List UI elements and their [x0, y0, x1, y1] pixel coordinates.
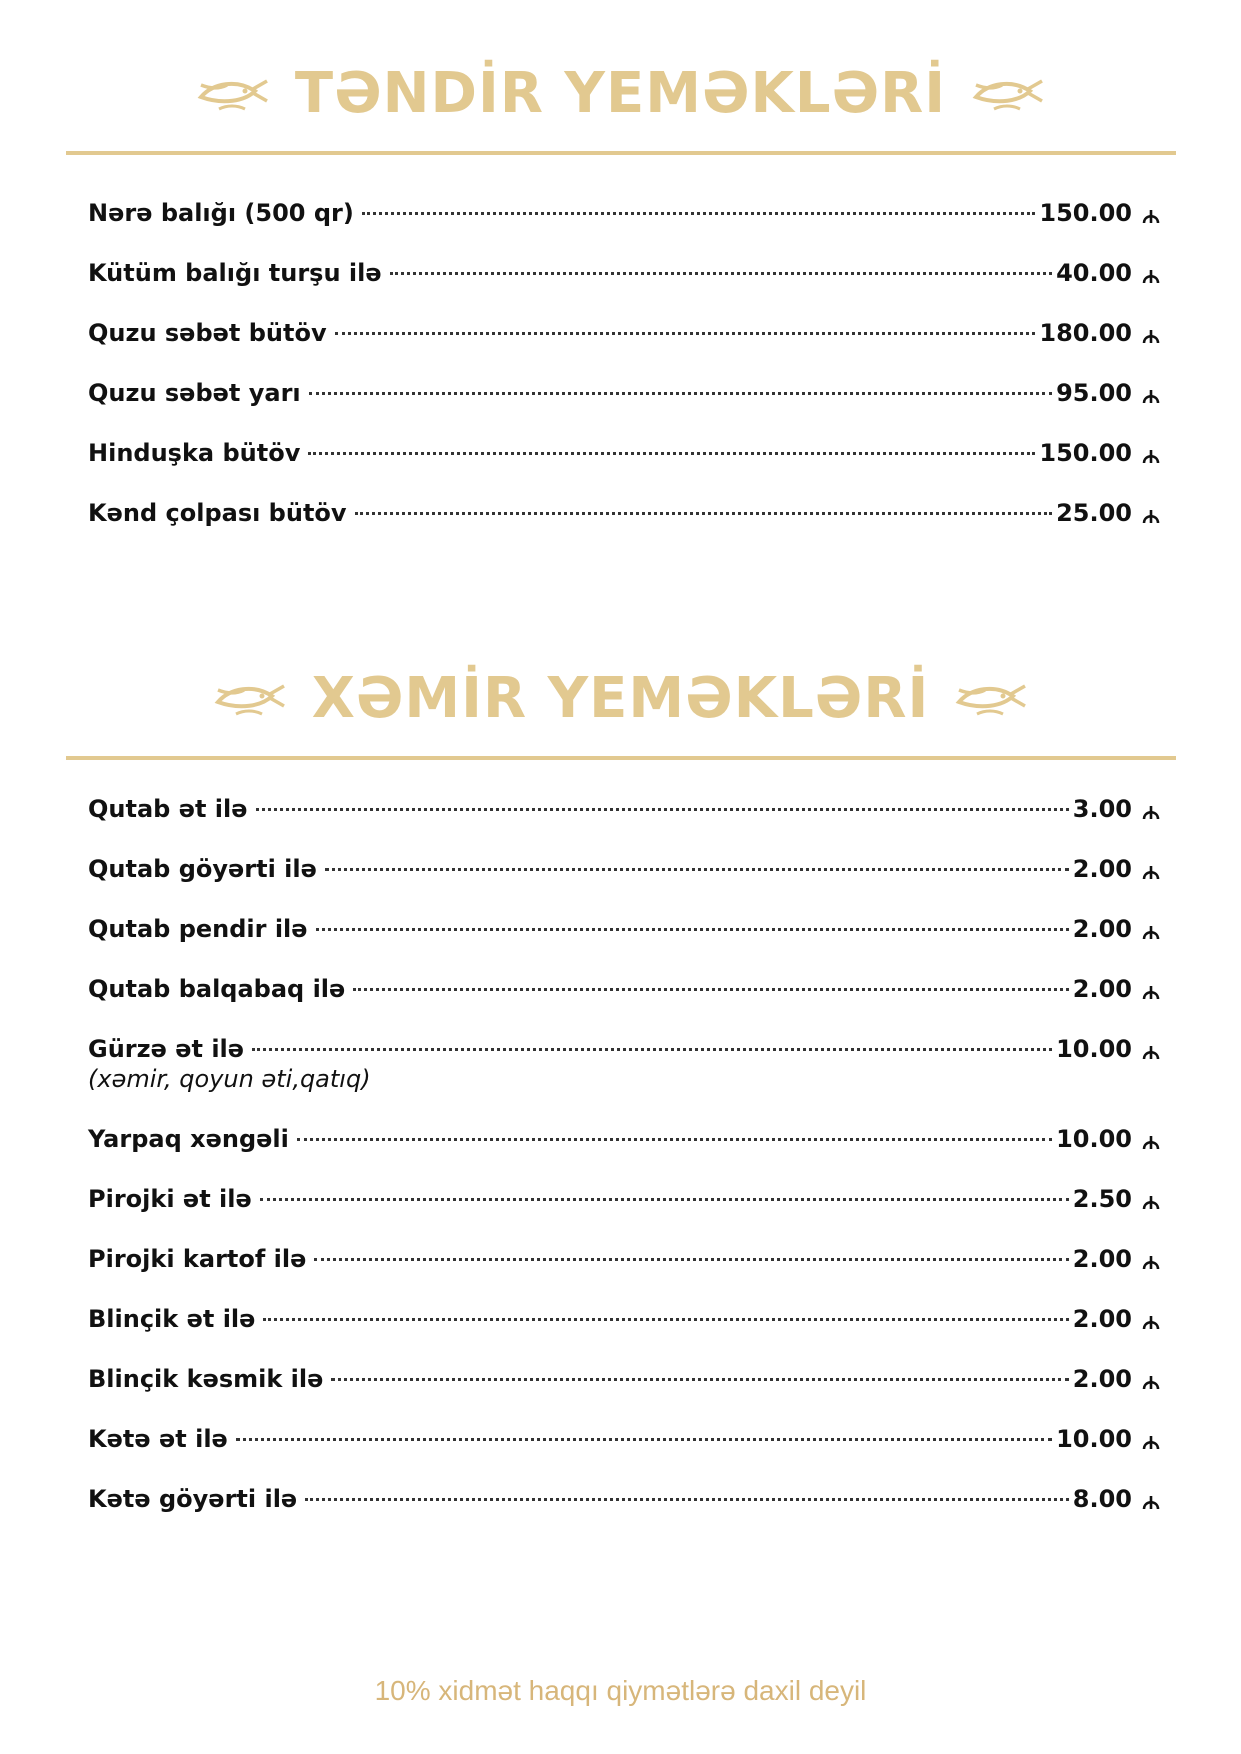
item-price: 2.50	[1072, 1185, 1132, 1213]
menu-item	[88, 378, 1160, 438]
menu-list-tandir	[88, 198, 1160, 558]
item-price: 10.00	[1056, 1425, 1132, 1453]
item-name: Kütüm balığı turşu ilə	[88, 259, 382, 287]
dot-leader	[236, 1438, 1052, 1441]
item-name: Qutab göyərti ilə	[88, 855, 317, 883]
item-name: Qutab ət ilə	[88, 795, 248, 823]
section-header-tandir	[0, 61, 1241, 126]
item-price: 150.00	[1039, 439, 1132, 467]
manat-icon	[1142, 1042, 1160, 1060]
section-divider	[66, 756, 1176, 760]
item-name: Nərə balığı (500 qr)	[88, 199, 354, 227]
manat-icon	[1142, 1192, 1160, 1210]
item-name: Qutab pendir ilə	[88, 915, 308, 943]
item-name: Qutab balqabaq ilə	[88, 975, 346, 1003]
dot-leader	[325, 868, 1069, 871]
item-name: Pirojki kartof ilə	[88, 1245, 307, 1273]
fish-icon	[197, 71, 269, 117]
menu-item	[88, 1184, 1160, 1244]
menu-item	[88, 498, 1160, 558]
menu-item	[88, 198, 1160, 258]
menu-item	[88, 1484, 1160, 1544]
menu-item	[88, 318, 1160, 378]
item-price: 25.00	[1056, 499, 1132, 527]
menu-item	[88, 1244, 1160, 1304]
menu-item	[88, 258, 1160, 318]
manat-icon	[1142, 326, 1160, 344]
item-name: Blinçik kəsmik ilə	[88, 1365, 324, 1393]
section-divider	[66, 151, 1176, 155]
item-price: 180.00	[1039, 319, 1132, 347]
menu-item	[88, 438, 1160, 498]
dot-leader	[252, 1048, 1052, 1051]
manat-icon	[1142, 802, 1160, 820]
fish-icon	[955, 676, 1027, 722]
item-price: 10.00	[1056, 1035, 1132, 1063]
item-price: 40.00	[1056, 259, 1132, 287]
manat-icon	[1142, 862, 1160, 880]
item-name: Hinduşka bütöv	[88, 439, 301, 467]
menu-item	[88, 1034, 1160, 1124]
dot-leader	[316, 928, 1069, 931]
item-price: 2.00	[1072, 1365, 1132, 1393]
item-price: 3.00	[1072, 795, 1132, 823]
dot-leader	[314, 1258, 1068, 1261]
dot-leader	[353, 988, 1068, 991]
menu-item	[88, 1304, 1160, 1364]
item-name: Gürzə ət ilə	[88, 1035, 245, 1063]
menu-item	[88, 1424, 1160, 1484]
manat-icon	[1142, 206, 1160, 224]
item-name: Yarpaq xəngəli	[88, 1125, 289, 1153]
item-price: 2.00	[1072, 975, 1132, 1003]
dot-leader	[256, 808, 1069, 811]
dot-leader	[309, 392, 1052, 395]
service-charge-note: 10% xidmət haqqı qiymətlərə daxil deyil	[374, 1675, 867, 1706]
manat-icon	[1142, 1132, 1160, 1150]
manat-icon	[1142, 446, 1160, 464]
dot-leader	[362, 212, 1036, 215]
item-price: 2.00	[1072, 855, 1132, 883]
manat-icon	[1142, 1432, 1160, 1450]
item-price: 2.00	[1072, 1245, 1132, 1273]
manat-icon	[1142, 1492, 1160, 1510]
item-name: Kətə ət ilə	[88, 1425, 228, 1453]
section-title: XƏMİR YEMƏKLƏRİ	[311, 666, 930, 731]
dot-leader	[308, 452, 1035, 455]
item-note: (xəmir, qoyun əti,qatıq)	[88, 1065, 371, 1093]
item-price: 8.00	[1072, 1485, 1132, 1513]
manat-icon	[1142, 982, 1160, 1000]
item-name: Kənd çolpası bütöv	[88, 499, 347, 527]
menu-item	[88, 1124, 1160, 1184]
fish-icon	[972, 71, 1044, 117]
manat-icon	[1142, 506, 1160, 524]
manat-icon	[1142, 1252, 1160, 1270]
manat-icon	[1142, 922, 1160, 940]
item-price: 10.00	[1056, 1125, 1132, 1153]
dot-leader	[297, 1138, 1052, 1141]
menu-item	[88, 794, 1160, 854]
menu-item	[88, 974, 1160, 1034]
item-price: 2.00	[1072, 915, 1132, 943]
item-name: Kətə göyərti ilə	[88, 1485, 298, 1513]
dot-leader	[305, 1498, 1069, 1501]
menu-item	[88, 854, 1160, 914]
item-name: Pirojki ət ilə	[88, 1185, 252, 1213]
fish-icon	[214, 676, 286, 722]
manat-icon	[1142, 386, 1160, 404]
dot-leader	[263, 1318, 1068, 1321]
dot-leader	[331, 1378, 1068, 1381]
dot-leader	[390, 272, 1052, 275]
menu-item	[88, 914, 1160, 974]
item-name: Quzu səbət bütöv	[88, 319, 327, 347]
item-price: 150.00	[1039, 199, 1132, 227]
manat-icon	[1142, 266, 1160, 284]
item-name: Blinçik ət ilə	[88, 1305, 256, 1333]
menu-item	[88, 1364, 1160, 1424]
manat-icon	[1142, 1372, 1160, 1390]
item-price: 2.00	[1072, 1305, 1132, 1333]
menu-list-xamir	[88, 794, 1160, 1544]
section-title: TƏNDİR YEMƏKLƏRİ	[294, 61, 947, 126]
dot-leader	[260, 1198, 1069, 1201]
section-header-xamir	[0, 666, 1241, 731]
dot-leader	[355, 512, 1053, 515]
item-name: Quzu səbət yarı	[88, 379, 301, 407]
item-price: 95.00	[1056, 379, 1132, 407]
manat-icon	[1142, 1312, 1160, 1330]
dot-leader	[335, 332, 1036, 335]
